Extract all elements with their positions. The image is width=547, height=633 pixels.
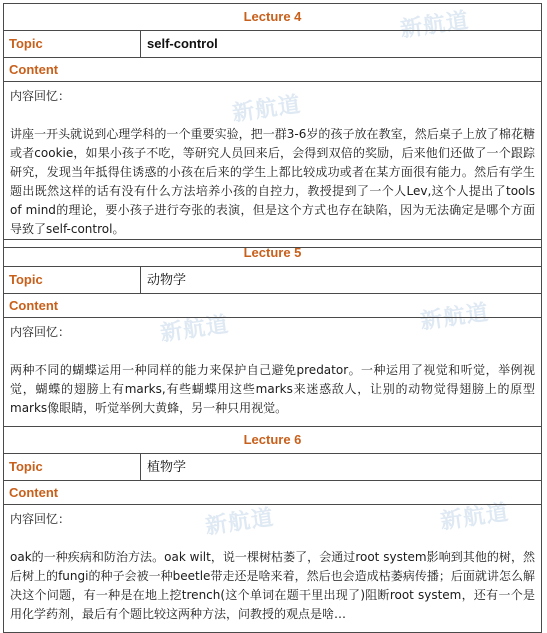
topic-value: 动物学 bbox=[147, 272, 187, 287]
topic-row bbox=[4, 267, 541, 294]
content-body bbox=[4, 505, 541, 632]
recall-label: 内容回忆： bbox=[10, 89, 71, 103]
lecture-card-5 bbox=[3, 239, 542, 427]
content-paragraph: 两种不同的蝴蝶运用一种同样的能力来保护自己避免predator。一种运用了视觉和听觉，举例视觉，蝴蝶的翅膀上有marks,有些蝴蝶用这些marks来迷惑敌人，让别的动物觉得翅膀上的原型marks像眼睛，听觉举例大黄蜂，另一种只用视觉。 bbox=[10, 363, 535, 415]
lecture-title: Lecture 4 bbox=[4, 4, 541, 31]
topic-value: self-control bbox=[147, 36, 218, 51]
content-paragraph: oak的一种疾病和防治方法。oak wilt，说一棵树枯萎了，会通过root system影响到其他的树，然后树上的fungi的种子会被一种beetle带走还是啥来着，然后也会造成枯萎病传播；后面就讲怎么解决这个问题，有一种是在地上挖trench(这个单词在题干里出现了)阻断root system，还有一个是用化学药剂，最后有个题比较这两种方法，问教授的观点是啥… bbox=[10, 550, 535, 621]
lecture-title: Lecture 5 bbox=[4, 240, 541, 267]
watermark-text: 新航道 bbox=[203, 504, 276, 539]
topic-label: Topic bbox=[4, 31, 141, 57]
watermark-text: 新航道 bbox=[230, 91, 303, 126]
content-body bbox=[4, 82, 541, 247]
watermark-text: 新航道 bbox=[158, 311, 231, 346]
watermark-text: 新航道 bbox=[418, 299, 491, 334]
content-label: Content bbox=[4, 58, 541, 82]
lecture-card-6 bbox=[3, 426, 542, 633]
content-body bbox=[4, 318, 541, 426]
topic-row bbox=[4, 454, 541, 481]
watermark-text: 新航道 bbox=[438, 499, 511, 534]
topic-label: Topic bbox=[4, 267, 141, 293]
recall-label: 内容回忆： bbox=[10, 325, 71, 339]
content-label: Content bbox=[4, 294, 541, 318]
lecture-card-4 bbox=[3, 3, 542, 248]
content-label: Content bbox=[4, 481, 541, 505]
topic-label: Topic bbox=[4, 454, 141, 480]
lecture-title: Lecture 6 bbox=[4, 427, 541, 454]
watermark-text: 新航道 bbox=[398, 7, 471, 42]
topic-row bbox=[4, 31, 541, 58]
topic-value: 植物学 bbox=[147, 459, 187, 474]
recall-label: 内容回忆： bbox=[10, 512, 71, 526]
content-paragraph: 讲座一开头就说到心理学科的一个重要实验，把一群3-6岁的孩子放在教室，然后桌子上放了棉花糖或者cookie，如果小孩子不吃，等研究人员回来后，会得到双倍的奖励，后来他们还做了一个跟踪研究，发现当年抵得住诱惑的小孩在后来的学生上都比较成功或者在某方面很有能力。然后有学生题出既然这样的话有没有什么方法培养小孩的自控力，教授提到了一个人Lev,这个人提出了tools of mind的理论，要小孩子进行夸张的表演，但是这个方式也存在缺陷，因为无法确定是哪个方面导致了self-control。 bbox=[10, 127, 535, 236]
